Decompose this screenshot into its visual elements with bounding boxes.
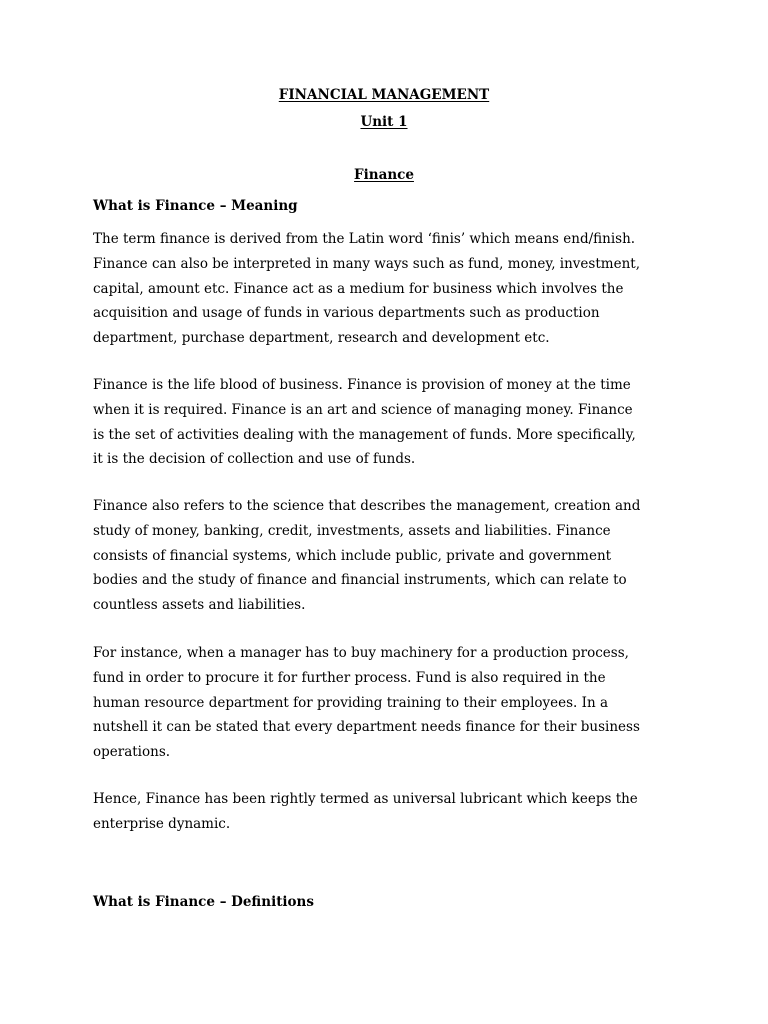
section-title: Finance: [354, 167, 414, 183]
paragraph-line: acquisition and usage of funds in various departments such as production: [93, 305, 600, 322]
paragraph-line: enterprise dynamic.: [93, 815, 231, 832]
paragraph-line: consists of financial systems, which include public, private and government: [93, 547, 612, 564]
paragraph-line: is the set of activities dealing with the management of funds. More specifically,: [93, 426, 636, 443]
paragraph: [93, 373, 683, 472]
paragraph-line: Finance can also be interpreted in many ways such as fund, money, investment,: [93, 255, 640, 272]
paragraph-line: The term finance is derived from the Latin word ‘finis’ which means end/finish.: [93, 231, 636, 247]
paragraph-line: Finance also refers to the science that describes the management, creation and: [93, 498, 641, 514]
paragraph-line: fund in order to procure it for further process. Fund is also required in the: [93, 669, 606, 686]
paragraph-line: operations.: [93, 744, 171, 761]
paragraph-line: nutshell it can be stated that every department needs finance for their business: [93, 719, 640, 736]
paragraph-line: Hence, Finance has been rightly termed as universal lubricant which keeps the: [93, 791, 638, 807]
paragraph-line: department, purchase department, research and development etc.: [93, 330, 550, 347]
paragraph-line: countless assets and liabilities.: [93, 597, 306, 614]
paragraph-line: it is the decision of collection and use of funds.: [93, 451, 416, 468]
paragraph-line: when it is required. Finance is an art and science of managing money. Finance: [93, 401, 633, 418]
unit-heading: Unit 1: [360, 114, 408, 130]
paragraph-line: bodies and the study of finance and financial instruments, which can relate to: [93, 572, 627, 589]
subheading-meaning: What is Finance – Meaning: [93, 198, 298, 214]
paragraph: [93, 494, 683, 618]
paragraph-line: Finance is the life blood of business. Finance is provision of money at the time: [93, 377, 631, 393]
paragraph: [93, 641, 683, 765]
paragraph: [93, 227, 683, 351]
document-title: FINANCIAL MANAGEMENT: [278, 87, 490, 103]
paragraph-line: capital, amount etc. Finance act as a medium for business which involves the: [93, 280, 624, 297]
paragraph: [93, 787, 683, 837]
subheading-definitions: What is Finance – Definitions: [93, 894, 314, 910]
paragraph-line: human resource department for providing training to their employees. In a: [93, 694, 608, 711]
paragraph-line: study of money, banking, credit, investments, assets and liabilities. Finance: [93, 522, 611, 539]
paragraph-line: For instance, when a manager has to buy machinery for a production process,: [93, 645, 629, 661]
